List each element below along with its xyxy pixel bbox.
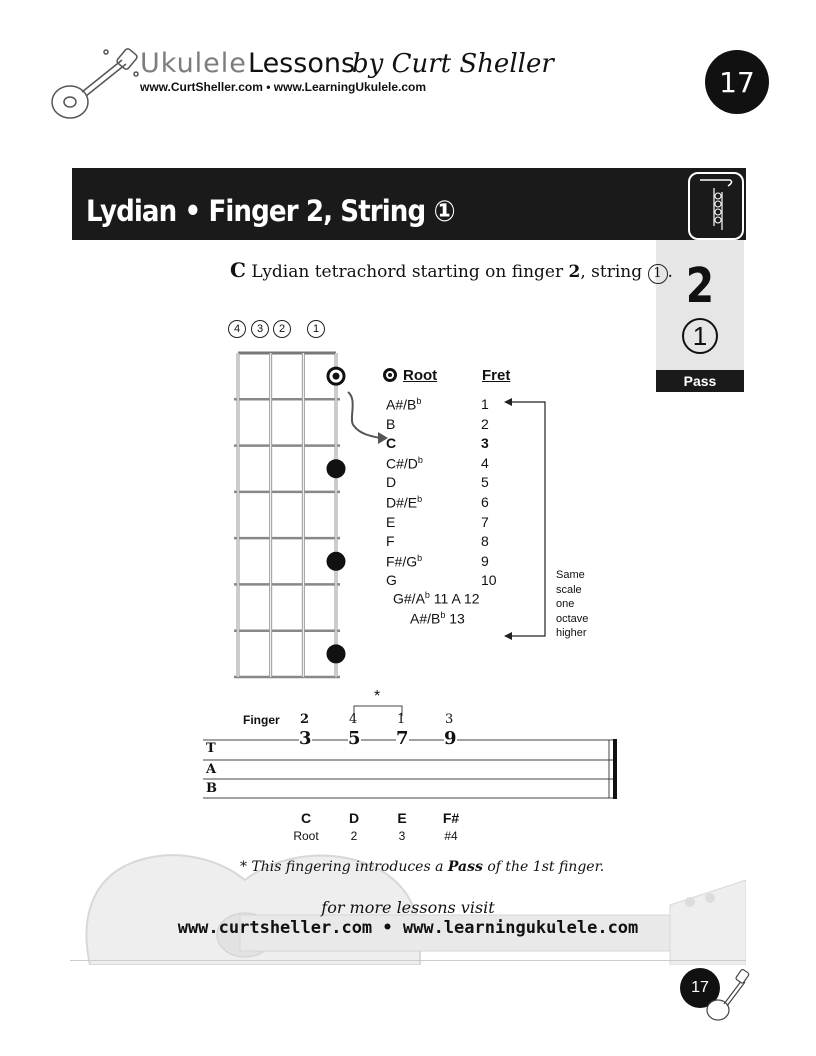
footer-websites: www.curtsheller.com • www.learningukulele.com bbox=[177, 918, 639, 938]
note-name: G bbox=[386, 572, 397, 589]
octave-note-line-3: one bbox=[556, 598, 575, 610]
note-row-extra-2-rest: 13 bbox=[445, 610, 465, 627]
octave-note-line-4: octave bbox=[556, 612, 589, 625]
intro-text bbox=[230, 258, 673, 284]
intro-key: C bbox=[230, 258, 246, 282]
footer-for-more: for more lessons visit bbox=[321, 898, 495, 917]
degree-label-1: Root bbox=[293, 829, 319, 843]
intro-finger: 2 bbox=[568, 262, 581, 282]
note-row-2-fret: 2 bbox=[481, 415, 489, 432]
page-number-badge: 17 bbox=[705, 50, 769, 114]
brand-ukulele-text: Ukulele bbox=[140, 48, 247, 79]
tab-fret-4: 9 bbox=[444, 728, 457, 749]
side-tab-finger: 2 bbox=[685, 258, 715, 314]
string-icon bbox=[688, 172, 744, 240]
note-name: D#/E bbox=[386, 494, 418, 511]
root-dot-center bbox=[333, 373, 340, 380]
octave-note-line-2: scale bbox=[556, 583, 582, 596]
tab-letter-t: T bbox=[206, 741, 216, 756]
note-flat-symbol: b bbox=[416, 396, 422, 406]
note-row-5-fret: 5 bbox=[481, 474, 489, 491]
tab-fret-3: 7 bbox=[396, 728, 409, 749]
header-websites: www.CurtSheller.com • www.LearningUkulele.com bbox=[140, 80, 427, 94]
string-label-4: 4 bbox=[228, 320, 246, 338]
note-name: C bbox=[386, 435, 397, 452]
intro-text-a: Lydian tetrachord starting on finger bbox=[245, 262, 569, 282]
tab-staff bbox=[203, 738, 623, 800]
fretboard-diagram bbox=[228, 345, 348, 685]
note-name: C#/D bbox=[386, 455, 418, 472]
footnote bbox=[240, 859, 604, 875]
finger-number-3: 1 bbox=[397, 712, 406, 727]
intro-string-circle: 1 bbox=[648, 264, 668, 284]
degree-label-4: #4 bbox=[444, 829, 458, 843]
finger-label: Finger bbox=[243, 713, 280, 727]
degree-note-4: F# bbox=[442, 810, 460, 826]
note-flat-symbol: b bbox=[417, 552, 423, 563]
intro-text-b: , string bbox=[580, 262, 648, 282]
footnote-prefix: * This fingering introduces a bbox=[240, 859, 448, 875]
note-flat-symbol: b bbox=[417, 494, 423, 504]
note-name: F bbox=[386, 533, 395, 550]
note-name: B bbox=[386, 415, 396, 432]
note-row-6-fret: 6 bbox=[481, 494, 489, 510]
note-flat-symbol: b bbox=[417, 454, 423, 465]
note-row-extra-1-note: G#/A bbox=[393, 590, 425, 607]
footer-page-number: 17 bbox=[680, 968, 720, 1008]
note-row-3-fret: 3 bbox=[481, 435, 489, 452]
octave-note-line-1: Same bbox=[556, 569, 585, 581]
finger-number-1: 2 bbox=[300, 712, 310, 727]
fretboard-arrows bbox=[340, 380, 560, 650]
note-row-10-fret: 10 bbox=[481, 572, 497, 589]
note-name: A#/B bbox=[386, 396, 417, 413]
finger-number-4: 3 bbox=[445, 712, 454, 727]
brand-author-text: by Curt Sheller bbox=[352, 49, 554, 79]
intro-text-c: . bbox=[667, 262, 673, 282]
footer-ukulele-icon bbox=[704, 966, 750, 1026]
string-label-3: 3 bbox=[251, 320, 269, 338]
note-row-8-fret: 8 bbox=[481, 533, 489, 550]
octave-note bbox=[556, 568, 588, 641]
tab-fret-1: 3 bbox=[299, 728, 312, 749]
footer-divider bbox=[70, 960, 746, 961]
string-label-2: 2 bbox=[273, 320, 291, 338]
note-name: E bbox=[386, 513, 396, 530]
degree-note-3: E bbox=[397, 810, 407, 826]
note-row-4-fret: 4 bbox=[481, 454, 489, 471]
side-tab-label: Pass bbox=[656, 370, 744, 392]
degree-label-3: 3 bbox=[398, 829, 406, 843]
note-row-extra-2-flat: b bbox=[440, 610, 446, 620]
ukulele-logo-icon bbox=[44, 44, 142, 128]
root-legend-label: Root bbox=[403, 367, 438, 384]
string-label-1: 1 bbox=[307, 320, 325, 338]
footnote-bold: Pass bbox=[447, 859, 483, 875]
note-row-9-fret: 9 bbox=[481, 552, 489, 569]
degree-note-1: C bbox=[300, 810, 312, 826]
tab-letter-a: A bbox=[206, 762, 217, 777]
note-row-extra-1-flat: b bbox=[424, 590, 430, 600]
finger-number-2: 4 bbox=[349, 712, 358, 727]
pass-asterisk: * bbox=[374, 688, 381, 705]
degree-label-2: 2 bbox=[350, 829, 358, 843]
tab-letter-b: B bbox=[206, 781, 217, 796]
octave-note-line-5: higher bbox=[556, 627, 587, 639]
note-row-extra-2-note: A#/B bbox=[410, 610, 441, 627]
footnote-suffix: of the 1st finger. bbox=[482, 859, 605, 875]
note-row-extra-1-rest: 11 A 12 bbox=[429, 590, 480, 607]
page-title: Lydian • Finger 2, String ① bbox=[86, 194, 455, 228]
degree-note-2: D bbox=[348, 810, 360, 826]
note-name: F#/G bbox=[386, 553, 418, 570]
note-name: D bbox=[386, 474, 397, 491]
side-tab-string: 1 bbox=[682, 318, 718, 354]
fret-legend-label: Fret bbox=[482, 367, 511, 384]
brand-lessons-text: Lessons bbox=[248, 48, 356, 79]
tab-fret-2: 5 bbox=[348, 728, 361, 749]
note-row-7-fret: 7 bbox=[481, 513, 489, 530]
note-row-1-fret: 1 bbox=[481, 396, 489, 412]
